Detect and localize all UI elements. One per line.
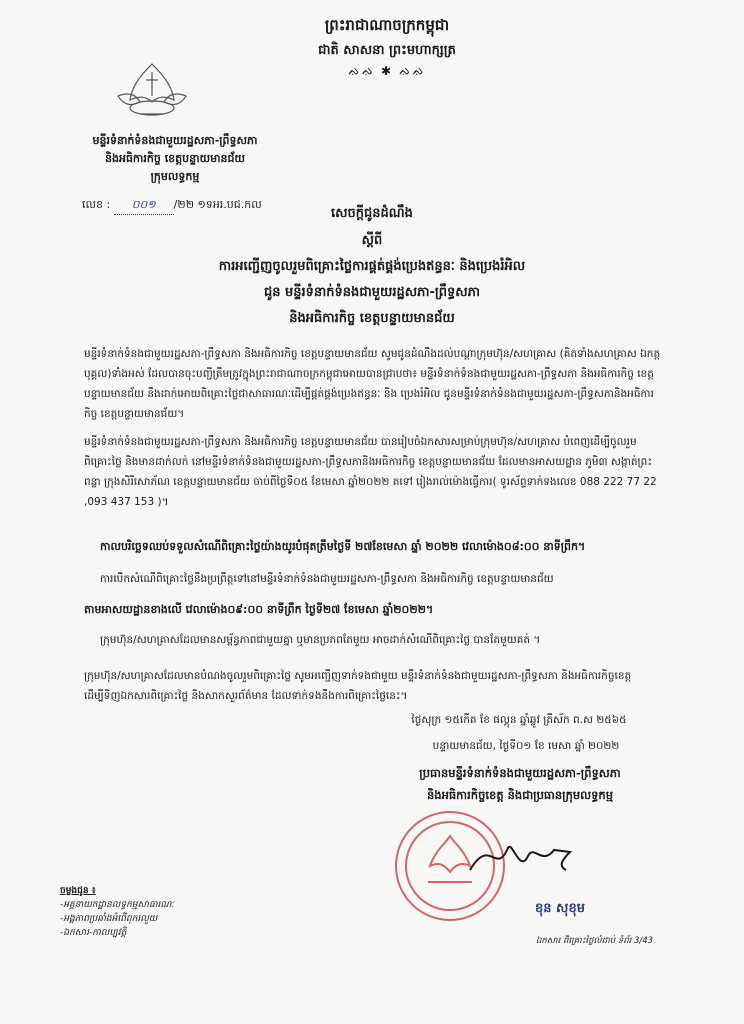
ref-number-value: ០០១ [114, 198, 174, 215]
cc-header: ចម្លងជូន ៖ [60, 886, 96, 896]
subject-label: ស្តីពី [361, 233, 383, 248]
cc-list [60, 884, 174, 940]
body-paragraph-2: មន្ទីរទំនាក់ទំនងជាមួយរដ្ឋសភា-ព្រឹទ្ធសភា និងអធិការកិច្ច ខេត្តបន្ទាយមានជ័យ បានរៀបចំឯកសារសម្រាប់ក្រុមហ៊ុន/សហគ្រាស បំពេញដើម្បីចូលរួមពិគ្រោះថ្លៃ និងមានដាក់លក់ នៅមន្ទីរទំនាក់ទំនងជាមួយរដ្ឋសភា-ព្រឹទ្ធសភានិងអធិការកិច្ច ខេត្តបន្ទាយមានជ័យ ដែលមានអាសយដ្ឋាន ភូមិ៣ សង្កាត់ព្រះពន្លា ក្រុងសិរីសោភ័ណ ខេត្តបន្ទាយមានជ័យ ចាប់ពីថ្ងៃទី០៥ ខែមេសា ឆ្នាំ២០២២ តទៅ រៀងរាល់ម៉ោងធ្វើការ( ទូរស័ព្ទទាក់ទងលេខ 088 222 77 22 ,093 437 153 )។ [84, 436, 657, 508]
signatory-title-line2: និងអធិការកិច្ចខេត្ត និងជាប្រធានក្រុមលទ្ធកម្ម [426, 788, 614, 802]
ministry-emblem-icon [110, 56, 194, 126]
cc-item: -អង្គភាពប្រឆាំងអំពើពុករលួយ [60, 914, 158, 924]
subject-line1: ការអញ្ជើញចូលរួមពិគ្រោះថ្លៃការផ្គត់ផ្គង់ប្រេងឥន្ធនៈ និងប្រេងរំអិល [218, 259, 526, 274]
signature-icon [450, 826, 600, 886]
contact-paragraph: ក្រុមហ៊ុន/សហគ្រាសដែលមានបំណងចូលរួមពិគ្រោះថ្លៃ សូមអញ្ជើញទាក់ទងជាមួយ មន្ទីរទំនាក់ទំនងជាមួយរដ្ឋសភា-ព្រឹទ្ធសភា និងអធិការកិច្ចខេត្ត ដើម្បីទិញឯកសារពិគ្រោះថ្លៃ និងសាកសួរព័ត៌មាន ដែលទាក់ទងនឹងការពិគ្រោះថ្លៃនេះ។ [84, 670, 632, 702]
nation-motto: ជាតិ សាសនា ព្រះមហាក្សត្រ [318, 43, 456, 58]
procurement-unit: ក្រុមលទ្ធកម្ម [150, 170, 200, 183]
solar-date: បន្ទាយមានជ័យ, ថ្ងៃទី០១ ខែ មេសា ឆ្នាំ ២០២២ [432, 740, 620, 752]
deadline-notice: កាលបរិច្ឆេទឈប់ទទួលសំណើពិគ្រោះថ្លៃយ៉ាងយូរបំផុតត្រឹមថ្ងៃទី ២៧ខែមេសា ឆ្នាំ ២០២២ វេលាម៉ោង០៨:០០ នាទីព្រឹក។ [100, 540, 586, 553]
ministry-name-line1: មន្ទីរទំនាក់ទំនងជាមួយរដ្ឋសភា-ព្រឹទ្ធសភា [92, 134, 258, 147]
affiliation-rule: ក្រុមហ៊ុន/សហគ្រាសដែលមានសម្ព័ន្ធភាពជាមួយគ្នា ឬមានប្រភពតែមួយ អាចដាក់សំណើពិគ្រោះថ្លៃ បានតែមួយគត់ ។ [100, 634, 541, 646]
signatory-name: ខុន សុខុម [535, 901, 585, 916]
signatory-title-line1: ប្រធានមន្ទីរទំនាក់ទំនងជាមួយរដ្ឋសភា-ព្រឹទ្ធសភា [419, 766, 621, 780]
ref-label: លេខ : [82, 198, 111, 211]
lunar-date: ថ្ងៃសុក្រ ១៥កើត ខែ ផល្គុន ឆ្នាំឆ្លូវ ត្រីស័ក ព.ស ២៥៦៥ [411, 714, 627, 726]
cc-item: -អគ្គនាយកដ្ឋានលទ្ធកម្មសាធារណៈ [60, 900, 175, 910]
opening-notice-line1: ការបើកសំណើពិគ្រោះថ្លៃនឹងប្រព្រឹត្តទៅនៅមន្ទីរទំនាក់ទំនងជាមួយរដ្ឋសភា-ព្រឹទ្ធសភា និងអធិការកិច្ច ខេត្តបន្ទាយមានជ័យ [100, 573, 554, 585]
cc-item: -ឯកសារ-កាលប្បវត្តិ [60, 928, 127, 938]
document-title: សេចក្តីជូនដំណឹង [331, 206, 413, 221]
subject-line2: ជូន មន្ទីរទំនាក់ទំនងជាមួយរដ្ឋសភា-ព្រឹទ្ធសភា [264, 285, 480, 300]
body-paragraph-1: មន្ទីរទំនាក់ទំនងជាមួយរដ្ឋសភា-ព្រឹទ្ធសភា និងអធិការកិច្ច ខេត្តបន្ទាយមានជ័យ សូមជូនដំណឹងដល់បណ្តាក្រុមហ៊ុន/សហគ្រាស (គិតទាំងសហគ្រាស ឯកត្តបុគ្គល)ទាំងអស់ ដែលបានចុះបញ្ជីត្រឹមត្រូវក្នុងព្រះរាជាណាចក្រកម្ពុជាអោយបានជ្រាបថា៖ មន្ទីរទំនាក់ទំនងជាមួយរដ្ឋសភា-ព្រឹទ្ធសភា និងអធិការកិច្ច ខេត្តបន្ទាយមានជ័យ នឹងដាក់អោយពិគ្រោះថ្លៃជាសាធារណៈដើម្បីផ្គត់ផ្គង់ប្រេងឥន្ធនៈ និង ប្រេងរំអិល ជូនមន្ទីរទំនាក់ទំនងជាមួយរដ្ឋសភា-ព្រឹទ្ធសភានិងអធិការកិច្ច ខេត្តបន្ទាយមានជ័យ។ [84, 348, 661, 420]
kingdom-heading: ព្រះរាជាណាចក្រកម្ពុជា [324, 16, 450, 34]
ministry-name-line2: និងអធិការកិច្ច ខេត្តបន្ទាយមានជ័យ [105, 152, 245, 165]
ornament-divider: ᨁᨁ ✱ ᨁᨁ [348, 64, 426, 78]
ref-suffix: /២២ ១ទអរ.បជ.កល [173, 198, 262, 211]
page-footer: ឯកសារ ពិគ្រោះថ្លៃលំដាប់ ទំព័រ 3/43 [536, 936, 654, 946]
subject-line3: និងអធិការកិច្ច ខេត្តបន្ទាយមានជ័យ [289, 311, 455, 326]
opening-notice-line2: តាមអាសយដ្ឋានខាងលើ វេលាម៉ោង០៩:០០ នាទីព្រឹក ថ្ងៃទី២៧ ខែមេសា ឆ្នាំ២០២២។ [84, 603, 434, 616]
reference-number [82, 198, 262, 215]
